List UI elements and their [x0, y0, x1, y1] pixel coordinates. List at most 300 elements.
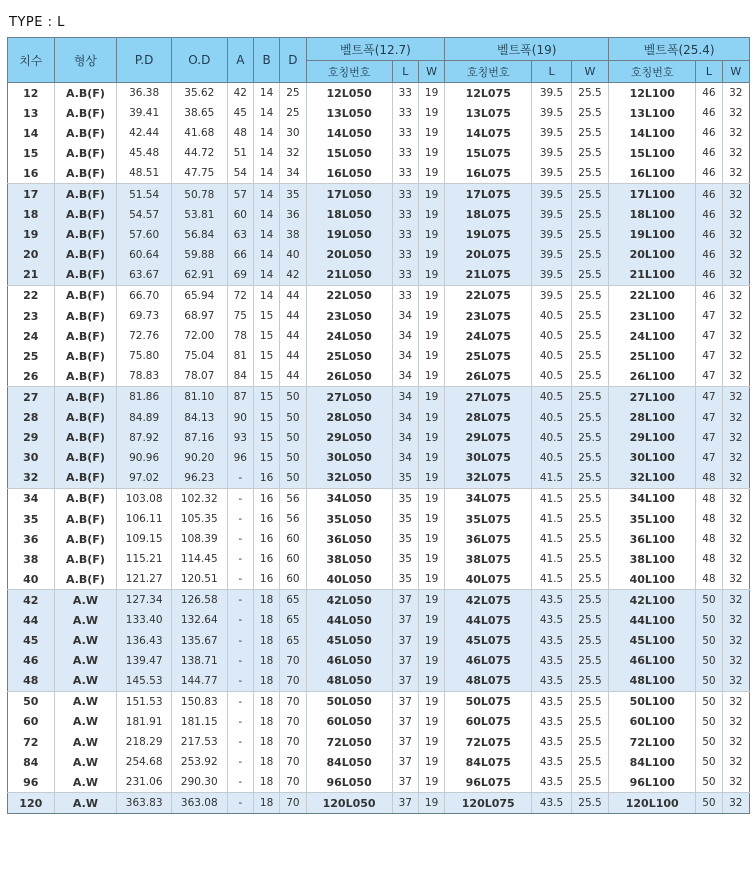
cell-b: 14	[253, 285, 279, 306]
cell-l-12-7: 37	[392, 590, 418, 611]
cell-code-19: 45L075	[445, 631, 532, 651]
cell-l-25-4: 48	[696, 509, 722, 529]
cell-d: 60	[280, 529, 306, 549]
cell-teeth: 15	[8, 143, 55, 163]
cell-d: 44	[280, 306, 306, 326]
cell-code-25-4: 30L100	[609, 448, 696, 468]
cell-w-25-4: 32	[722, 712, 749, 732]
cell-l-12-7: 37	[392, 671, 418, 692]
cell-l-19: 40.5	[532, 428, 571, 448]
cell-shape: A.W	[54, 793, 117, 814]
cell-w-25-4: 32	[722, 225, 749, 245]
cell-l-19: 39.5	[532, 265, 571, 286]
cell-outer-diameter: 253.92	[171, 752, 227, 772]
cell-w-12-7: 19	[418, 488, 444, 509]
cell-outer-diameter: 56.84	[171, 225, 227, 245]
cell-outer-diameter: 108.39	[171, 529, 227, 549]
cell-w-25-4: 32	[722, 772, 749, 793]
cell-pitch-diameter: 78.83	[117, 366, 172, 387]
cell-outer-diameter: 87.16	[171, 428, 227, 448]
cell-pitch-diameter: 136.43	[117, 631, 172, 651]
cell-w-19: 25.5	[571, 163, 608, 184]
cell-a: 66	[227, 245, 253, 265]
cell-w-25-4: 32	[722, 691, 749, 712]
cell-d: 50	[280, 387, 306, 408]
cell-outer-diameter: 50.78	[171, 184, 227, 205]
cell-shape: A.B(F)	[54, 306, 117, 326]
cell-l-25-4: 48	[696, 468, 722, 489]
cell-l-19: 43.5	[532, 712, 571, 732]
table-row	[8, 448, 750, 468]
cell-outer-diameter: 363.08	[171, 793, 227, 814]
cell-l-19: 40.5	[532, 366, 571, 387]
cell-code-19: 17L075	[445, 184, 532, 205]
cell-w-19: 25.5	[571, 366, 608, 387]
cell-l-19: 39.5	[532, 205, 571, 225]
cell-code-12-7: 28L050	[306, 408, 392, 428]
cell-l-19: 39.5	[532, 103, 571, 123]
table-row	[8, 793, 750, 814]
cell-b: 18	[253, 691, 279, 712]
cell-shape: A.B(F)	[54, 468, 117, 489]
cell-a: -	[227, 712, 253, 732]
cell-code-12-7: 72L050	[306, 732, 392, 752]
cell-w-19: 25.5	[571, 123, 608, 143]
cell-outer-diameter: 68.97	[171, 306, 227, 326]
cell-code-25-4: 38L100	[609, 549, 696, 569]
cell-pitch-diameter: 42.44	[117, 123, 172, 143]
cell-outer-diameter: 75.04	[171, 346, 227, 366]
cell-w-25-4: 32	[722, 428, 749, 448]
cell-b: 18	[253, 590, 279, 611]
cell-d: 56	[280, 509, 306, 529]
cell-w-12-7: 19	[418, 651, 444, 671]
cell-code-25-4: 14L100	[609, 123, 696, 143]
cell-l-12-7: 33	[392, 123, 418, 143]
cell-l-19: 43.5	[532, 671, 571, 692]
cell-l-19: 39.5	[532, 184, 571, 205]
cell-code-25-4: 50L100	[609, 691, 696, 712]
cell-outer-diameter: 62.91	[171, 265, 227, 286]
cell-d: 44	[280, 326, 306, 346]
cell-d: 65	[280, 610, 306, 630]
cell-l-19: 40.5	[532, 408, 571, 428]
cell-teeth: 28	[8, 408, 55, 428]
cell-l-12-7: 37	[392, 651, 418, 671]
cell-w-19: 25.5	[571, 549, 608, 569]
cell-b: 15	[253, 306, 279, 326]
cell-outer-diameter: 47.75	[171, 163, 227, 184]
cell-pitch-diameter: 84.89	[117, 408, 172, 428]
cell-w-25-4: 32	[722, 793, 749, 814]
cell-outer-diameter: 35.62	[171, 83, 227, 104]
cell-shape: A.W	[54, 712, 117, 732]
cell-w-19: 25.5	[571, 488, 608, 509]
cell-code-19: 84L075	[445, 752, 532, 772]
cell-pitch-diameter: 109.15	[117, 529, 172, 549]
cell-pitch-diameter: 69.73	[117, 306, 172, 326]
cell-l-25-4: 46	[696, 285, 722, 306]
cell-w-19: 25.5	[571, 590, 608, 611]
cell-w-12-7: 19	[418, 143, 444, 163]
header-code-25-4: 호칭번호	[609, 61, 696, 83]
cell-w-12-7: 19	[418, 468, 444, 489]
cell-code-19: 24L075	[445, 326, 532, 346]
cell-code-19: 60L075	[445, 712, 532, 732]
cell-outer-diameter: 84.13	[171, 408, 227, 428]
cell-d: 35	[280, 184, 306, 205]
cell-d: 50	[280, 448, 306, 468]
cell-w-12-7: 19	[418, 631, 444, 651]
cell-w-12-7: 19	[418, 732, 444, 752]
table-row	[8, 163, 750, 184]
cell-l-25-4: 46	[696, 265, 722, 286]
table-row	[8, 509, 750, 529]
table-row	[8, 631, 750, 651]
cell-outer-diameter: 114.45	[171, 549, 227, 569]
cell-l-12-7: 34	[392, 346, 418, 366]
header-l-12-7: L	[392, 61, 418, 83]
header-l-25-4: L	[696, 61, 722, 83]
cell-code-25-4: 21L100	[609, 265, 696, 286]
cell-w-25-4: 32	[722, 346, 749, 366]
cell-code-25-4: 48L100	[609, 671, 696, 692]
cell-w-19: 25.5	[571, 569, 608, 590]
table-row	[8, 83, 750, 104]
header-outer-diameter: O.D	[171, 38, 227, 83]
table-row	[8, 569, 750, 590]
cell-l-12-7: 34	[392, 428, 418, 448]
cell-a: 48	[227, 123, 253, 143]
cell-w-19: 25.5	[571, 428, 608, 448]
cell-w-19: 25.5	[571, 752, 608, 772]
cell-code-25-4: 20L100	[609, 245, 696, 265]
table-row	[8, 590, 750, 611]
cell-code-25-4: 96L100	[609, 772, 696, 793]
cell-outer-diameter: 38.65	[171, 103, 227, 123]
cell-outer-diameter: 135.67	[171, 631, 227, 651]
cell-code-12-7: 40L050	[306, 569, 392, 590]
cell-l-12-7: 35	[392, 529, 418, 549]
cell-w-12-7: 19	[418, 549, 444, 569]
cell-w-25-4: 32	[722, 468, 749, 489]
cell-l-12-7: 34	[392, 306, 418, 326]
table-row	[8, 428, 750, 448]
table-row	[8, 387, 750, 408]
cell-w-19: 25.5	[571, 509, 608, 529]
cell-l-25-4: 50	[696, 610, 722, 630]
cell-code-19: 36L075	[445, 529, 532, 549]
cell-code-19: 25L075	[445, 346, 532, 366]
cell-pitch-diameter: 90.96	[117, 448, 172, 468]
table-row	[8, 671, 750, 692]
cell-w-25-4: 32	[722, 366, 749, 387]
cell-w-25-4: 32	[722, 569, 749, 590]
cell-code-25-4: 16L100	[609, 163, 696, 184]
cell-teeth: 24	[8, 326, 55, 346]
cell-l-25-4: 50	[696, 772, 722, 793]
cell-teeth: 22	[8, 285, 55, 306]
cell-code-19: 20L075	[445, 245, 532, 265]
cell-l-25-4: 50	[696, 793, 722, 814]
cell-pitch-diameter: 60.64	[117, 245, 172, 265]
cell-teeth: 42	[8, 590, 55, 611]
cell-a: 54	[227, 163, 253, 184]
cell-l-19: 39.5	[532, 123, 571, 143]
cell-shape: A.W	[54, 590, 117, 611]
cell-code-12-7: 24L050	[306, 326, 392, 346]
cell-l-12-7: 34	[392, 448, 418, 468]
table-row	[8, 468, 750, 489]
cell-l-25-4: 46	[696, 103, 722, 123]
cell-code-12-7: 21L050	[306, 265, 392, 286]
cell-shape: A.W	[54, 732, 117, 752]
cell-shape: A.B(F)	[54, 346, 117, 366]
cell-teeth: 27	[8, 387, 55, 408]
cell-l-19: 43.5	[532, 793, 571, 814]
cell-code-25-4: 60L100	[609, 712, 696, 732]
cell-code-25-4: 28L100	[609, 408, 696, 428]
cell-l-25-4: 47	[696, 326, 722, 346]
cell-b: 18	[253, 610, 279, 630]
cell-code-12-7: 20L050	[306, 245, 392, 265]
cell-shape: A.B(F)	[54, 143, 117, 163]
cell-w-19: 25.5	[571, 83, 608, 104]
cell-w-19: 25.5	[571, 448, 608, 468]
cell-code-19: 15L075	[445, 143, 532, 163]
cell-code-25-4: 34L100	[609, 488, 696, 509]
cell-w-19: 25.5	[571, 184, 608, 205]
table-row	[8, 408, 750, 428]
cell-l-25-4: 50	[696, 712, 722, 732]
cell-teeth: 13	[8, 103, 55, 123]
cell-code-12-7: 23L050	[306, 306, 392, 326]
cell-l-12-7: 34	[392, 387, 418, 408]
cell-a: -	[227, 691, 253, 712]
cell-w-12-7: 19	[418, 205, 444, 225]
cell-l-25-4: 48	[696, 549, 722, 569]
cell-w-25-4: 32	[722, 752, 749, 772]
cell-a: 72	[227, 285, 253, 306]
cell-w-19: 25.5	[571, 306, 608, 326]
cell-d: 70	[280, 752, 306, 772]
cell-code-25-4: 24L100	[609, 326, 696, 346]
cell-pitch-diameter: 115.21	[117, 549, 172, 569]
cell-l-12-7: 37	[392, 712, 418, 732]
cell-pitch-diameter: 181.91	[117, 712, 172, 732]
cell-a: -	[227, 468, 253, 489]
cell-d: 50	[280, 408, 306, 428]
cell-teeth: 29	[8, 428, 55, 448]
cell-w-12-7: 19	[418, 691, 444, 712]
cell-w-19: 25.5	[571, 529, 608, 549]
cell-code-25-4: 25L100	[609, 346, 696, 366]
header-code-12-7: 호칭번호	[306, 61, 392, 83]
cell-a: -	[227, 772, 253, 793]
cell-l-25-4: 47	[696, 387, 722, 408]
cell-code-25-4: 27L100	[609, 387, 696, 408]
table-row	[8, 712, 750, 732]
cell-l-19: 43.5	[532, 610, 571, 630]
cell-teeth: 20	[8, 245, 55, 265]
cell-code-19: 32L075	[445, 468, 532, 489]
cell-outer-diameter: 59.88	[171, 245, 227, 265]
cell-w-12-7: 19	[418, 387, 444, 408]
cell-d: 50	[280, 428, 306, 448]
cell-outer-diameter: 181.15	[171, 712, 227, 732]
cell-w-12-7: 19	[418, 285, 444, 306]
cell-shape: A.B(F)	[54, 387, 117, 408]
cell-a: 63	[227, 225, 253, 245]
cell-shape: A.B(F)	[54, 245, 117, 265]
cell-outer-diameter: 44.72	[171, 143, 227, 163]
cell-d: 44	[280, 285, 306, 306]
cell-code-25-4: 17L100	[609, 184, 696, 205]
cell-code-19: 27L075	[445, 387, 532, 408]
cell-outer-diameter: 90.20	[171, 448, 227, 468]
cell-b: 18	[253, 631, 279, 651]
cell-l-12-7: 33	[392, 83, 418, 104]
cell-l-25-4: 46	[696, 143, 722, 163]
cell-b: 14	[253, 225, 279, 245]
cell-code-19: 120L075	[445, 793, 532, 814]
cell-code-25-4: 19L100	[609, 225, 696, 245]
cell-b: 15	[253, 408, 279, 428]
cell-w-19: 25.5	[571, 103, 608, 123]
cell-shape: A.B(F)	[54, 408, 117, 428]
cell-outer-diameter: 72.00	[171, 326, 227, 346]
cell-w-19: 25.5	[571, 651, 608, 671]
cell-w-19: 25.5	[571, 143, 608, 163]
cell-w-25-4: 32	[722, 671, 749, 692]
cell-code-19: 46L075	[445, 651, 532, 671]
cell-d: 56	[280, 488, 306, 509]
cell-code-25-4: 13L100	[609, 103, 696, 123]
cell-outer-diameter: 120.51	[171, 569, 227, 590]
cell-d: 44	[280, 346, 306, 366]
cell-pitch-diameter: 103.08	[117, 488, 172, 509]
cell-l-19: 39.5	[532, 143, 571, 163]
cell-w-12-7: 19	[418, 712, 444, 732]
cell-pitch-diameter: 151.53	[117, 691, 172, 712]
cell-w-19: 25.5	[571, 265, 608, 286]
cell-outer-diameter: 150.83	[171, 691, 227, 712]
cell-code-12-7: 30L050	[306, 448, 392, 468]
cell-w-12-7: 19	[418, 83, 444, 104]
cell-b: 18	[253, 651, 279, 671]
cell-code-19: 34L075	[445, 488, 532, 509]
cell-pitch-diameter: 254.68	[117, 752, 172, 772]
cell-pitch-diameter: 54.57	[117, 205, 172, 225]
cell-l-12-7: 35	[392, 488, 418, 509]
cell-l-25-4: 47	[696, 428, 722, 448]
cell-w-12-7: 19	[418, 366, 444, 387]
cell-l-19: 43.5	[532, 631, 571, 651]
cell-l-19: 43.5	[532, 772, 571, 793]
cell-code-19: 42L075	[445, 590, 532, 611]
cell-l-25-4: 47	[696, 366, 722, 387]
cell-code-19: 72L075	[445, 732, 532, 752]
cell-shape: A.B(F)	[54, 366, 117, 387]
table-row	[8, 549, 750, 569]
cell-d: 60	[280, 549, 306, 569]
cell-w-12-7: 19	[418, 793, 444, 814]
table-row	[8, 143, 750, 163]
cell-l-25-4: 47	[696, 408, 722, 428]
cell-code-19: 44L075	[445, 610, 532, 630]
cell-l-19: 43.5	[532, 752, 571, 772]
cell-a: 57	[227, 184, 253, 205]
cell-l-19: 43.5	[532, 651, 571, 671]
cell-code-25-4: 18L100	[609, 205, 696, 225]
cell-l-19: 39.5	[532, 285, 571, 306]
cell-shape: A.B(F)	[54, 569, 117, 590]
cell-code-25-4: 26L100	[609, 366, 696, 387]
cell-code-12-7: 12L050	[306, 83, 392, 104]
table-row	[8, 772, 750, 793]
cell-w-12-7: 19	[418, 428, 444, 448]
cell-outer-diameter: 144.77	[171, 671, 227, 692]
table-row	[8, 285, 750, 306]
cell-d: 38	[280, 225, 306, 245]
cell-outer-diameter: 105.35	[171, 509, 227, 529]
cell-d: 44	[280, 366, 306, 387]
header-pitch-diameter: P.D	[117, 38, 172, 83]
header-a: A	[227, 38, 253, 83]
cell-shape: A.B(F)	[54, 103, 117, 123]
cell-d: 30	[280, 123, 306, 143]
cell-code-19: 29L075	[445, 428, 532, 448]
cell-b: 14	[253, 245, 279, 265]
cell-code-12-7: 45L050	[306, 631, 392, 651]
cell-b: 18	[253, 671, 279, 692]
cell-w-19: 25.5	[571, 245, 608, 265]
cell-code-25-4: 40L100	[609, 569, 696, 590]
cell-code-12-7: 84L050	[306, 752, 392, 772]
cell-w-12-7: 19	[418, 163, 444, 184]
cell-shape: A.B(F)	[54, 326, 117, 346]
cell-code-25-4: 42L100	[609, 590, 696, 611]
cell-pitch-diameter: 72.76	[117, 326, 172, 346]
cell-l-25-4: 47	[696, 346, 722, 366]
header-w-12-7: W	[418, 61, 444, 83]
cell-shape: A.W	[54, 752, 117, 772]
cell-pitch-diameter: 51.54	[117, 184, 172, 205]
cell-l-25-4: 50	[696, 732, 722, 752]
cell-w-12-7: 19	[418, 509, 444, 529]
cell-l-19: 41.5	[532, 529, 571, 549]
cell-w-25-4: 32	[722, 549, 749, 569]
cell-a: -	[227, 549, 253, 569]
cell-l-25-4: 50	[696, 752, 722, 772]
header-belt-width-25-4: 벨트폭(25.4)	[609, 38, 750, 61]
cell-pitch-diameter: 87.92	[117, 428, 172, 448]
cell-d: 70	[280, 793, 306, 814]
cell-d: 42	[280, 265, 306, 286]
cell-a: 90	[227, 408, 253, 428]
table-row	[8, 123, 750, 143]
cell-code-25-4: 46L100	[609, 651, 696, 671]
cell-pitch-diameter: 106.11	[117, 509, 172, 529]
cell-l-19: 41.5	[532, 488, 571, 509]
cell-w-25-4: 32	[722, 408, 749, 428]
cell-w-19: 25.5	[571, 285, 608, 306]
cell-l-25-4: 46	[696, 245, 722, 265]
cell-b: 14	[253, 103, 279, 123]
cell-l-12-7: 33	[392, 184, 418, 205]
cell-teeth: 44	[8, 610, 55, 630]
cell-code-12-7: 22L050	[306, 285, 392, 306]
